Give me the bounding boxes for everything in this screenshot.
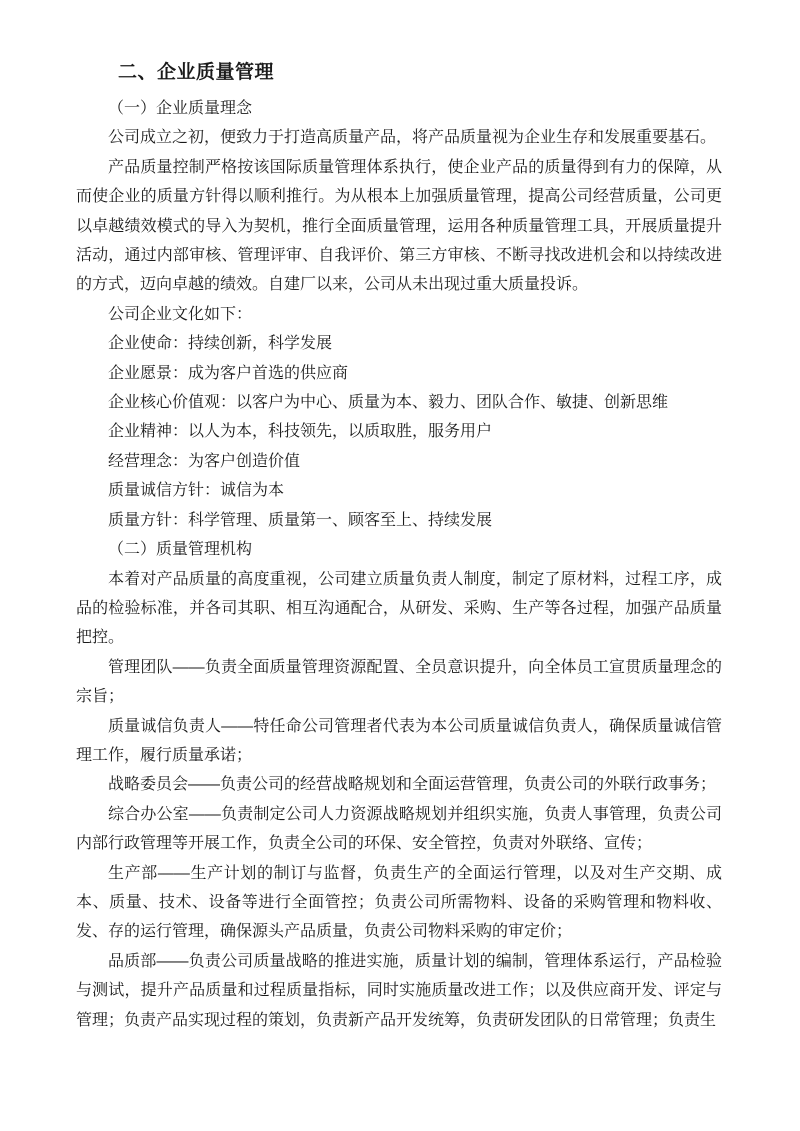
culture-item-core-values: 企业核心价值观：以客户为中心、质量为本、毅力、团队合作、敏捷、创新思维 [108,394,669,412]
section-1-paragraph-2: 产品质量控制严格按该国际质量管理体系执行，使企业产品的质量得到有力的保障，从而使企业的质量方针得以顺利推行。为从根本上加强质量管理，提高公司经营质量，公司更以卓越绩效模式的导入为契机，推行全面质量管理，运用各种质量管理工具，开展质量提升活动，通过内部审核、管理评审、自我评价、第三方审核、不断寻找改进机会和以持续改进的方式，迈向卓越的绩效。自建厂以来，公司从未出现过重大质量投诉。 [76,158,722,294]
org-item-quality-dept: 品质部——负责公司质量战略的推进实施，质量计划的编制，管理体系运行，产品检验与测试，提升产品质量和过程质量指标，同时实施质量改进工作；以及供应商开发、评定与管理；负责产品实现过程的策划，负责新产品开发统筹，负责研发团队的日常管理；负责生 [76,952,722,1029]
org-item-quality-integrity-leader: 质量诚信负责人——特任命公司管理者代表为本公司质量诚信负责人，确保质量诚信管理工作，履行质量承诺； [76,717,722,764]
culture-item-vision: 企业愿景：成为客户首选的供应商 [108,364,349,382]
culture-item-business-philosophy: 经营理念：为客户创造价值 [108,452,301,470]
section-2-heading: （二）质量管理机构 [108,541,253,559]
section-1-paragraph-1: 公司成立之初，便致力于打造高质量产品，将产品质量视为企业生存和发展重要基石。 [108,129,717,147]
org-item-production-dept: 生产部——生产计划的制订与监督，负责生产的全面运行管理，以及对生产交期、成本、质量、技术、设备等进行全面管控；负责公司所需物料、设备的采购管理和物料收、发、存的运行管理，确保源头产品质量，负责公司物料采购的审定价； [76,864,722,941]
org-item-general-office: 综合办公室——负责制定公司人力资源战略规划并组织实施，负责人事管理，负责公司内部行政管理等开展工作，负责全公司的环保、安全管控，负责对外联络、宣传； [76,805,722,853]
section-2-paragraph-1: 本着对产品质量的高度重视，公司建立质量负责人制度，制定了原材料，过程工序，成品的检验标准，并各司其职、相互沟通配合，从研发、采购、生产等各过程，加强产品质量把控。 [76,570,722,647]
culture-item-quality-policy: 质量方针：科学管理、质量第一、顾客至上、持续发展 [108,511,493,529]
culture-intro-line: 公司企业文化如下： [108,305,253,323]
culture-item-quality-integrity-policy: 质量诚信方针：诚信为本 [108,482,285,500]
section-1-heading: （一）企业质量理念 [108,100,253,117]
culture-item-mission: 企业使命：持续创新，科学发展 [108,335,333,353]
org-item-management-team: 管理团队——负责全面质量管理资源配置、全员意识提升，向全体员工宣贯质量理念的宗旨； [76,658,722,706]
document-title: 二、企业质量管理 [118,62,275,83]
org-item-strategy-committee: 战略委员会——负责公司的经营战略规划和全面运营管理，负责公司的外联行政事务； [108,776,717,794]
culture-item-spirit: 企业精神：以人为本，科技领先，以质取胜，服务用户 [108,423,493,441]
